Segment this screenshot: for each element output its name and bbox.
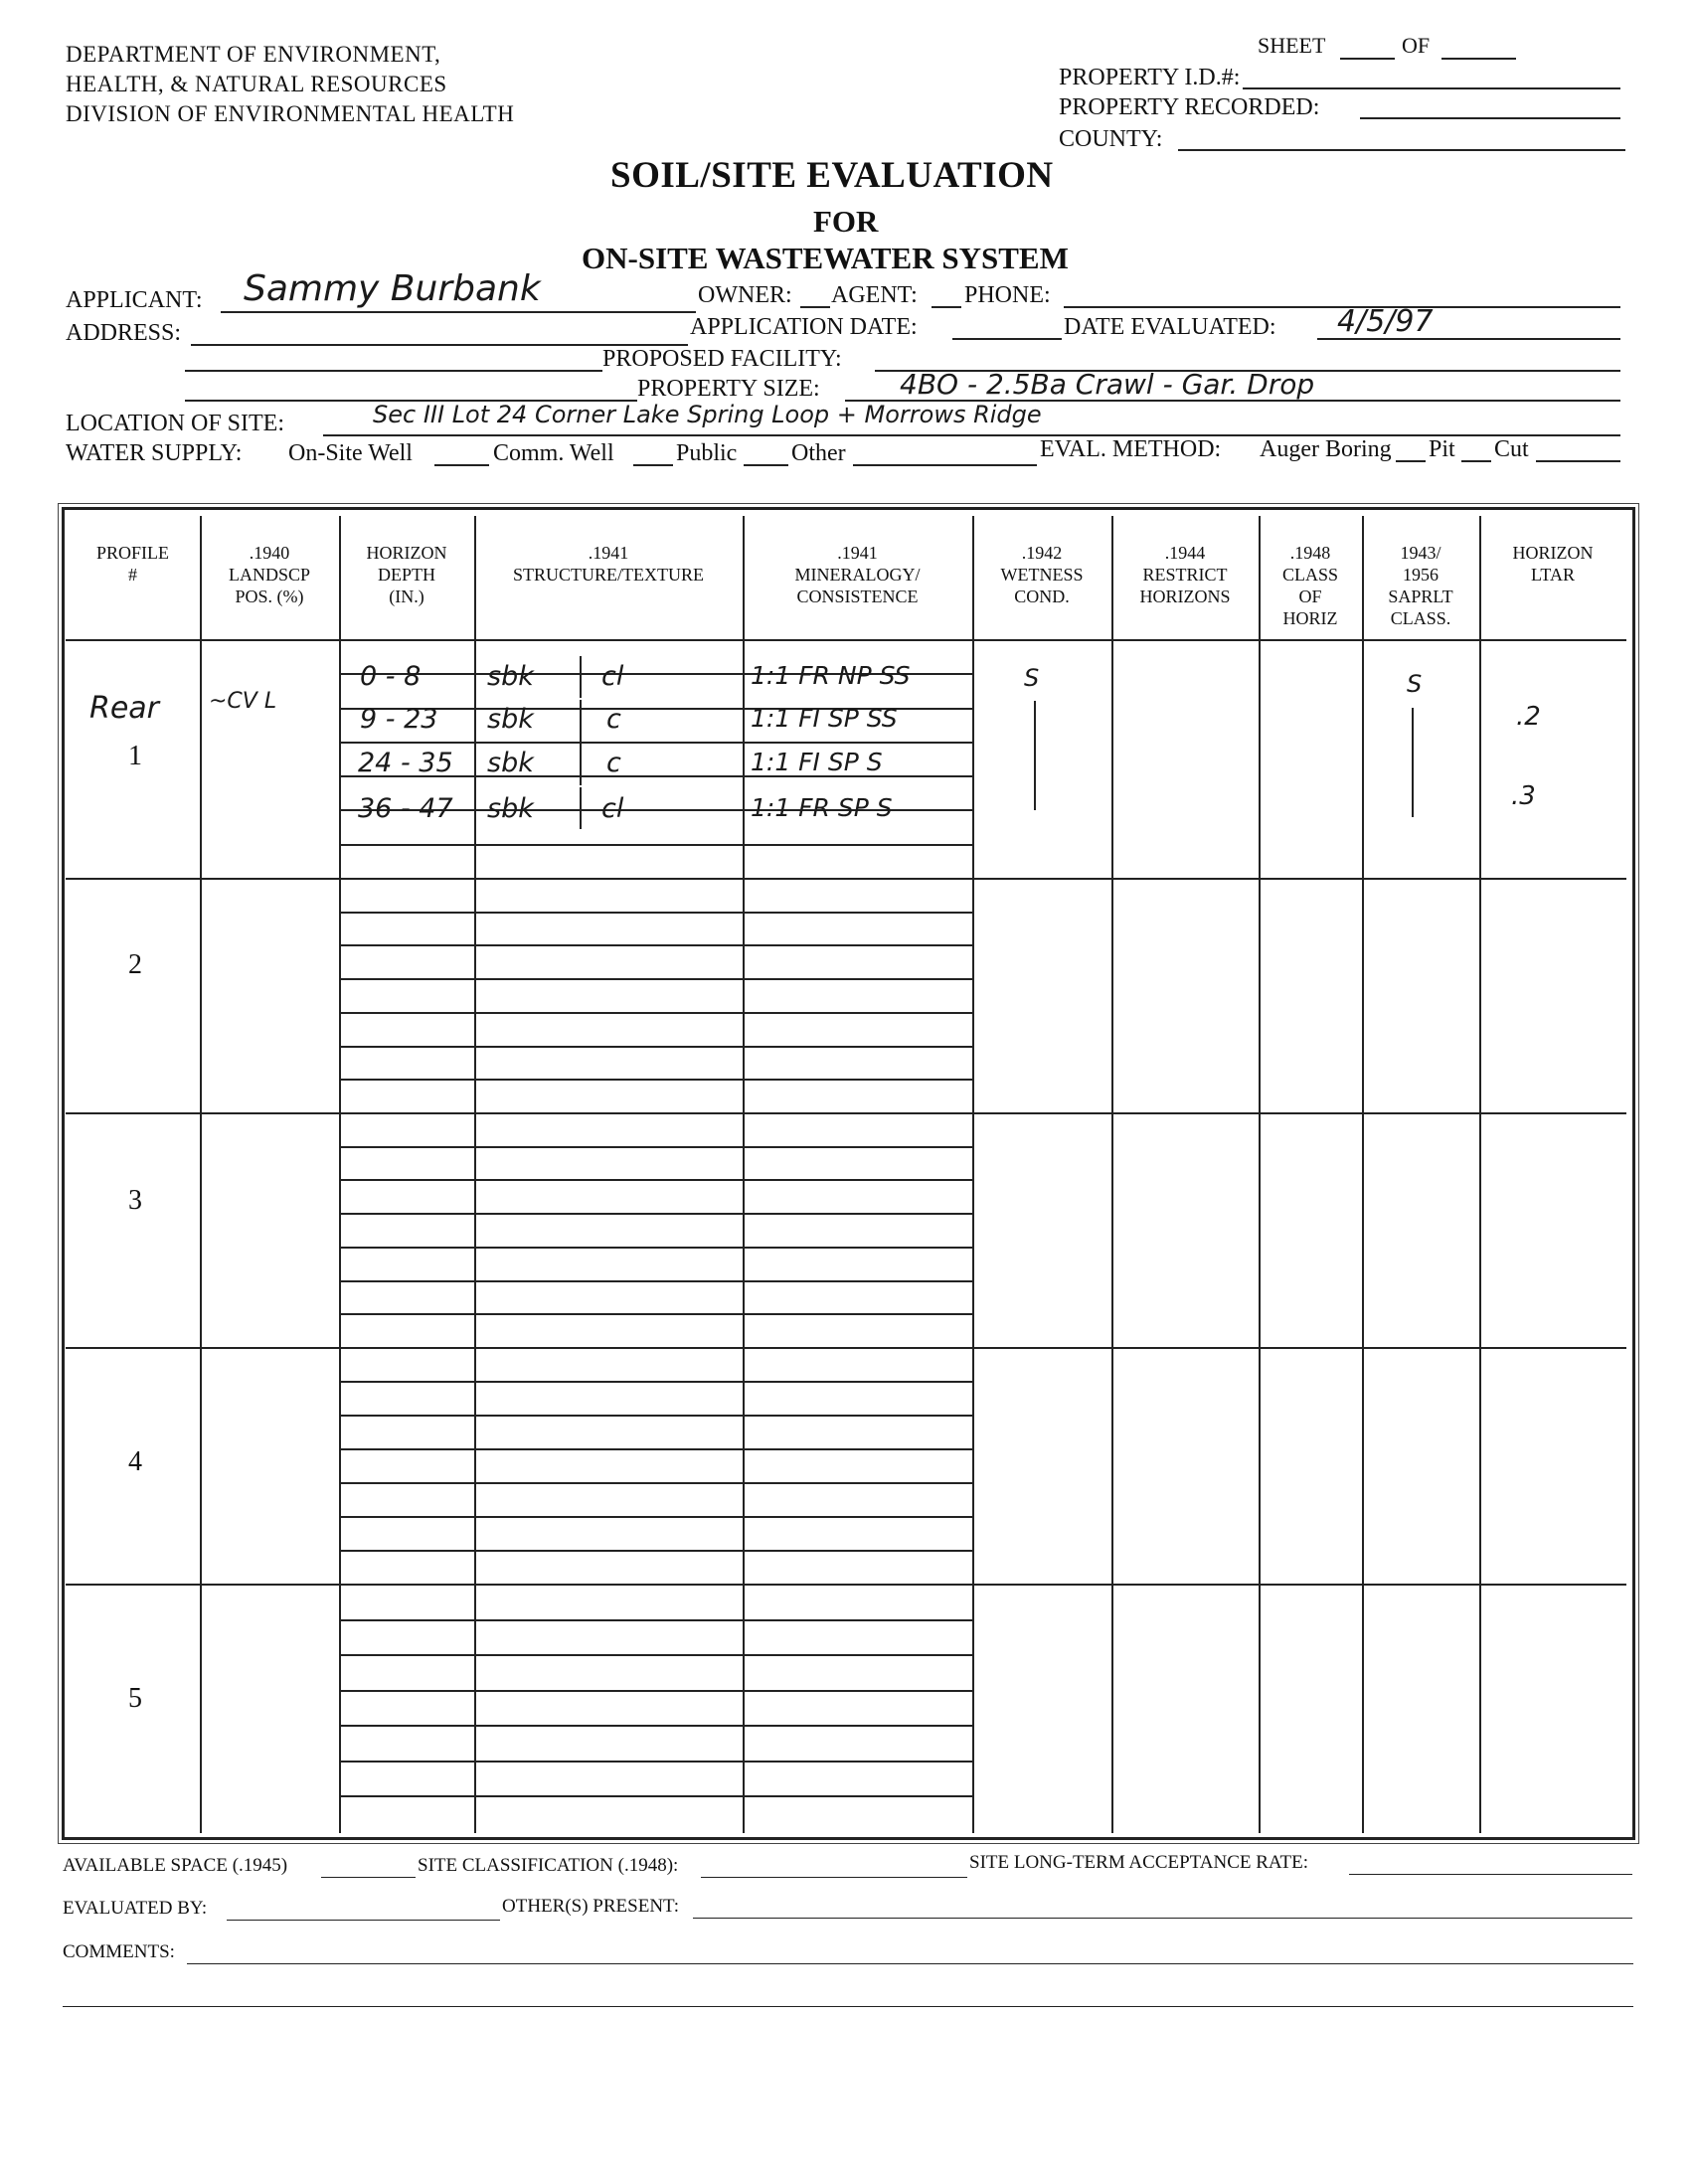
- depth-row-4: 36 - 47: [358, 793, 453, 824]
- auger-checkbox[interactable]: [1396, 460, 1426, 462]
- structure-row-3: sbk: [487, 748, 534, 778]
- texture-row-4: cl: [601, 793, 624, 824]
- comments-field[interactable]: [187, 1963, 1633, 1964]
- owner-checkbox[interactable]: [800, 306, 830, 308]
- available-space-field[interactable]: [321, 1877, 416, 1878]
- horizon-row-line: [341, 1761, 972, 1763]
- texture-row-1: cl: [601, 661, 624, 692]
- mineralogy-row-2: 1:1 FI SP SS: [751, 704, 898, 733]
- evaluated-by-label: EVALUATED BY:: [63, 1898, 208, 1919]
- col-header-saprolite: 1943/ 1956 SAPRLT CLASS.: [1388, 543, 1453, 628]
- depth-row-3: 24 - 35: [358, 748, 453, 778]
- site-classification-field[interactable]: [701, 1877, 967, 1878]
- property-recorded-field[interactable]: [1360, 117, 1620, 119]
- horizon-row-line: [341, 1079, 972, 1081]
- form-subtitle: ON-SITE WASTEWATER SYSTEM: [582, 241, 1069, 275]
- texture-row-3: c: [606, 748, 621, 778]
- comments-line-2[interactable]: [63, 2006, 1633, 2007]
- property-size-label: PROPERTY SIZE:: [637, 376, 820, 402]
- agency-line-3: DIVISION OF ENVIRONMENTAL HEALTH: [66, 101, 515, 126]
- horizon-row-line: [341, 1146, 972, 1148]
- col-header-class: .1948 CLASS OF HORIZ: [1281, 543, 1339, 628]
- other-supply-field[interactable]: [853, 464, 1037, 466]
- horizon-row-line: [341, 1690, 972, 1692]
- site-ltar-label: SITE LONG-TERM ACCEPTANCE RATE:: [969, 1852, 1309, 1873]
- horizon-row-line: [341, 1415, 972, 1417]
- application-date-label: APPLICATION DATE:: [690, 314, 918, 340]
- eval-method-auger: Auger Boring: [1260, 436, 1392, 462]
- application-date-field[interactable]: [952, 338, 1062, 340]
- saprolite-value: S: [1407, 670, 1423, 698]
- profile-number-3: 3: [128, 1185, 142, 1216]
- profile-number-5: 5: [128, 1683, 142, 1714]
- ltar-value-1: .2: [1516, 702, 1541, 732]
- horizon-row-line: [341, 912, 972, 914]
- horizon-row-line: [341, 1381, 972, 1383]
- horizon-row-line: [341, 1247, 972, 1249]
- applicant-signature: Sammy Burbank: [244, 268, 541, 309]
- public-checkbox[interactable]: [744, 464, 788, 466]
- comments-label: COMMENTS:: [63, 1941, 175, 1962]
- horizon-row-line: [341, 1795, 972, 1797]
- proposed-facility-label: PROPOSED FACILITY:: [602, 346, 842, 372]
- date-evaluated-label: DATE EVALUATED:: [1064, 314, 1276, 340]
- sheet-of-label: OF: [1402, 33, 1431, 58]
- agent-checkbox[interactable]: [932, 306, 961, 308]
- property-id-field[interactable]: [1243, 87, 1620, 89]
- water-supply-public: Public: [676, 440, 738, 466]
- phone-label: PHONE:: [964, 282, 1051, 308]
- profile1-position-note: Rear: [89, 691, 160, 726]
- county-label: COUNTY:: [1059, 126, 1163, 152]
- col-header-ltar: HORIZON LTAR: [1512, 543, 1594, 585]
- others-present-label: OTHER(S) PRESENT:: [502, 1896, 679, 1917]
- texture-row-2: c: [606, 704, 621, 735]
- depth-row-2: 9 - 23: [360, 704, 438, 735]
- col-header-restrict: .1944 RESTRICT HORIZONS: [1139, 543, 1231, 606]
- water-supply-comm: Comm. Well: [493, 440, 614, 466]
- structure-row-2: sbk: [487, 704, 534, 735]
- horizon-row-line: [341, 1725, 972, 1727]
- county-field[interactable]: [1178, 149, 1625, 151]
- horizon-row-line: [341, 1482, 972, 1484]
- water-supply-onsite: On-Site Well: [288, 440, 413, 466]
- wetness-continuation-line: [1034, 701, 1036, 810]
- site-classification-label: SITE CLASSIFICATION (.1948):: [418, 1855, 679, 1876]
- site-ltar-field[interactable]: [1349, 1874, 1632, 1875]
- horizon-row-line: [341, 1516, 972, 1518]
- ltar-value-2: .3: [1511, 781, 1536, 811]
- applicant-label: APPLICANT:: [66, 287, 203, 313]
- location-label: LOCATION OF SITE:: [66, 411, 284, 436]
- property-id-label: PROPERTY I.D.#:: [1059, 65, 1241, 90]
- cut-checkbox[interactable]: [1536, 460, 1620, 462]
- horizon-row-line: [341, 1213, 972, 1215]
- address-label: ADDRESS:: [66, 320, 182, 346]
- profile-number-1: 1: [128, 741, 142, 771]
- structure-row-1: sbk: [487, 661, 534, 692]
- horizon-row-line: [341, 1012, 972, 1014]
- horizon-row-line: [341, 1179, 972, 1181]
- mineralogy-row-1: 1:1 FR NP SS: [751, 661, 911, 690]
- horizon-row-line: [341, 1654, 972, 1656]
- location-value: Sec III Lot 24 Corner Lake Spring Loop + Morrows Ridge: [373, 401, 1042, 428]
- horizon-row-line: [341, 1448, 972, 1450]
- col-header-mineralogy: .1941 MINERALOGY/ CONSISTENCE: [794, 543, 921, 606]
- water-supply-label: WATER SUPPLY:: [66, 440, 243, 466]
- comm-well-checkbox[interactable]: [633, 464, 673, 466]
- others-present-field[interactable]: [693, 1918, 1632, 1919]
- horizon-row-line: [341, 1619, 972, 1621]
- onsite-well-checkbox[interactable]: [434, 464, 489, 466]
- water-supply-other: Other: [791, 440, 846, 466]
- sheet-total-field[interactable]: [1441, 58, 1516, 60]
- col-header-wetness: .1942 WETNESS COND.: [1000, 543, 1084, 606]
- horizon-row-line: [341, 1313, 972, 1315]
- date-evaluated-value: 4/5/97: [1337, 304, 1434, 339]
- sheet-number-field[interactable]: [1340, 58, 1395, 60]
- wetness-value: S: [1024, 664, 1040, 692]
- saprolite-continuation-line: [1412, 708, 1414, 817]
- depth-row-1: 0 - 8: [360, 661, 422, 692]
- horizon-row-line: [341, 1046, 972, 1048]
- horizon-row-line: [341, 1280, 972, 1282]
- horizon-row-line: [341, 978, 972, 980]
- location-field[interactable]: [323, 434, 1620, 436]
- sheet-label: SHEET: [1258, 33, 1326, 58]
- property-size-value: 4BO - 2.5Ba Crawl - Gar. Drop: [900, 368, 1315, 401]
- col-header-landscape: .1940 LANDSCP POS. (%): [228, 543, 311, 606]
- pit-checkbox[interactable]: [1461, 460, 1491, 462]
- owner-label: OWNER:: [698, 282, 792, 308]
- eval-method-label: EVAL. METHOD:: [1040, 436, 1222, 462]
- form-title: SOIL/SITE EVALUATION: [610, 155, 1054, 196]
- col-header-profile: PROFILE #: [95, 543, 169, 585]
- agent-label: AGENT:: [831, 282, 918, 308]
- structure-row-4: sbk: [487, 793, 534, 824]
- mineralogy-row-4: 1:1 FR SP S: [751, 793, 893, 822]
- col-header-depth: HORIZON DEPTH (IN.): [366, 543, 447, 606]
- mineralogy-row-3: 1:1 FI SP S: [751, 748, 883, 776]
- col-header-structure: .1941 STRUCTURE/TEXTURE: [513, 543, 704, 585]
- horizon-row-line: [341, 844, 972, 846]
- evaluated-by-field[interactable]: [227, 1920, 500, 1921]
- available-space-label: AVAILABLE SPACE (.1945): [63, 1855, 288, 1876]
- eval-method-pit: Pit: [1429, 436, 1455, 462]
- applicant-field[interactable]: [221, 311, 696, 313]
- agency-line-1: DEPARTMENT OF ENVIRONMENT,: [66, 42, 441, 67]
- profile-number-4: 4: [128, 1446, 142, 1477]
- form-title-for: FOR: [813, 204, 879, 239]
- eval-method-cut: Cut: [1494, 436, 1529, 462]
- horizon-row-line: [341, 1550, 972, 1552]
- property-recorded-label: PROPERTY RECORDED:: [1059, 94, 1320, 120]
- horizon-row-line: [341, 944, 972, 946]
- agency-line-2: HEALTH, & NATURAL RESOURCES: [66, 72, 447, 96]
- profile1-landscape: ~CV L: [209, 689, 277, 714]
- horizon-row-line: [341, 742, 972, 744]
- address-line-2[interactable]: [185, 370, 602, 372]
- profile-number-2: 2: [128, 949, 142, 980]
